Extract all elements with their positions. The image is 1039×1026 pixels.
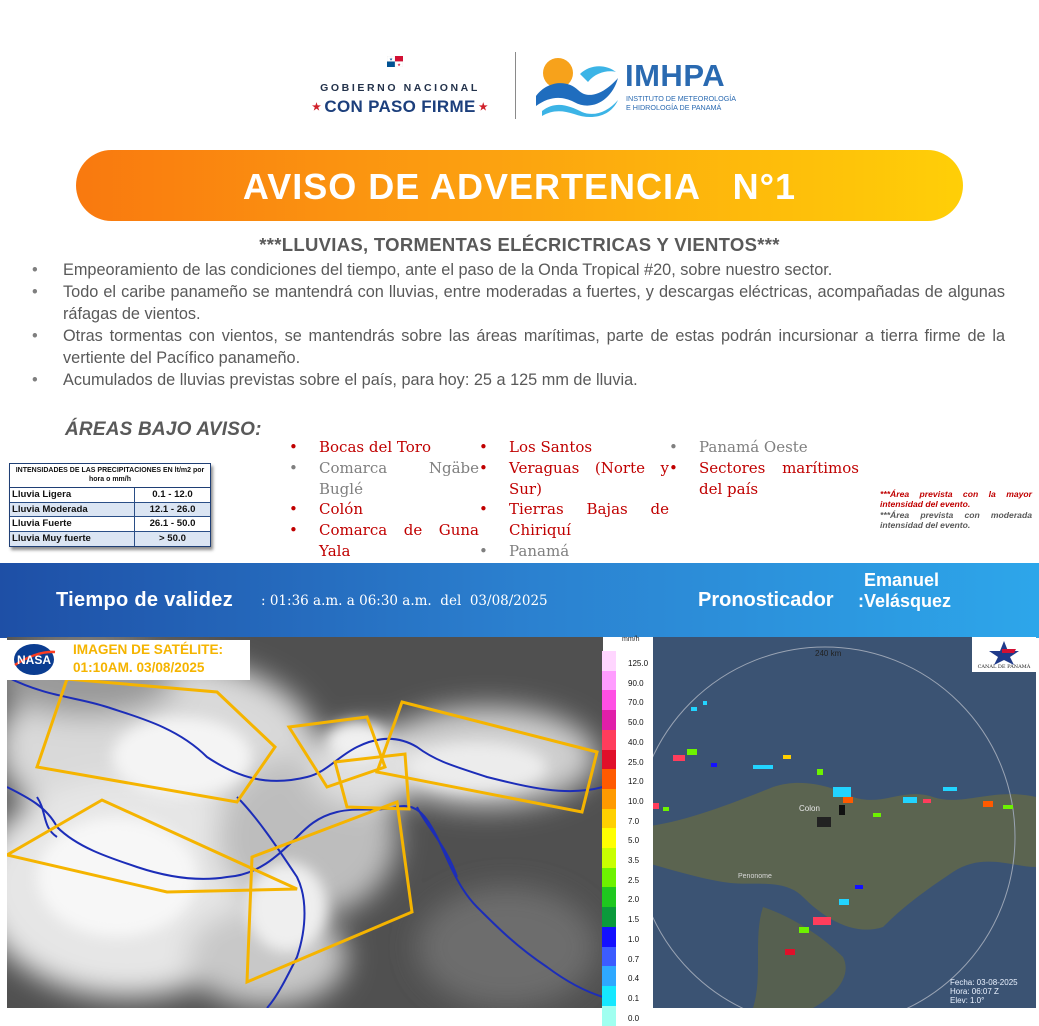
- radar-scale-tick: 70.0: [628, 698, 644, 708]
- gobierno-nacional-logo: [290, 52, 510, 122]
- area-item: [479, 458, 669, 500]
- nasa-logo-icon: [12, 643, 56, 676]
- forecaster-last-name: :Velásquez: [858, 591, 952, 611]
- radar-scale-segment: [602, 966, 616, 986]
- forecaster-first-name: Emanuel: [864, 570, 940, 590]
- warning-subtitle: ***LLUVIAS, TORMENTAS ELÉCRICTRICAS Y VIENTOS***: [259, 234, 780, 255]
- radar-scale-tick: 5.0: [628, 836, 640, 846]
- radar-scale-unit: mm/h: [622, 636, 640, 643]
- satellite-map: [7, 637, 603, 1008]
- radar-scale-tick: 125.0: [628, 659, 649, 668]
- radar-scale-segment: [602, 848, 616, 868]
- forecast-bullet-text: Empeoramiento de las condiciones del tiempo, ante el paso de la Onda Tropical #20, sobre nuestro sector.: [63, 261, 833, 279]
- radar-scale-segment: [602, 789, 616, 809]
- radar-city-penonome: Penonome: [738, 873, 772, 880]
- area-item-text: Panamá Oeste: [699, 438, 808, 456]
- gov-line-2: [290, 97, 510, 117]
- forecast-bullet: [32, 281, 1005, 325]
- radar-scale-tick: 0.0: [628, 1013, 640, 1023]
- radar-scale-segment: [602, 769, 616, 789]
- imhpa-logo-icon: [534, 56, 620, 118]
- radar-scale-segment: [602, 651, 616, 671]
- areas-column-2: [479, 437, 669, 562]
- radar-scale-tick: 90.0: [628, 678, 644, 688]
- panama-flag-icon: [387, 56, 403, 67]
- radar-scale-segment: [602, 690, 616, 710]
- area-item: [289, 520, 479, 562]
- star-icon: ★: [475, 102, 488, 114]
- radar-scale-tick: 2.0: [628, 895, 640, 905]
- areas-column-1: [289, 437, 479, 562]
- area-item: [479, 541, 669, 562]
- radar-scale-segment: [602, 809, 616, 829]
- radar-range-label: 240 km: [815, 649, 842, 658]
- table-cell-range: 0.1 - 12.0: [152, 489, 193, 500]
- area-item: [289, 437, 479, 458]
- logo-divider: [515, 52, 516, 119]
- radar-scale-segment: [602, 868, 616, 888]
- radar-scale-segment: [602, 1006, 616, 1026]
- table-cell-label: Lluvia Muy fuerte: [10, 532, 135, 546]
- radar-info-date: Fecha: 03-08-2025: [950, 978, 1018, 987]
- satellite-image: [7, 637, 603, 1008]
- areas-column-3: [669, 437, 859, 499]
- table-cell-label: Lluvia Ligera: [10, 488, 135, 502]
- area-item-text: Sectores marítimos del país: [699, 458, 859, 498]
- forecast-bullet-text: Otras tormentas con vientos, se mantendrás sobre las áreas marítimas, parte de estas podrán incursionar a tierra firme de la vertiente del Pacífico panameño.: [63, 327, 1005, 367]
- bullet-icon: •: [289, 500, 298, 519]
- forecast-bullet: [32, 325, 1005, 369]
- area-item: [289, 499, 479, 520]
- table-row: [10, 502, 210, 517]
- area-item-text: Panamá: [509, 541, 570, 560]
- radar-scale-tick: 25.0: [628, 757, 644, 767]
- forecast-bullet: [32, 369, 1005, 391]
- imhpa-subtitle: [626, 94, 756, 112]
- star-icon: ★: [312, 102, 325, 114]
- forecast-bullet-text: Acumulados de lluvias previstas sobre el país, para hoy: 25 a 125 mm de lluvia.: [63, 371, 638, 389]
- radar-scale-tick: 1.5: [628, 915, 640, 925]
- imhpa-sub-line-1: INSTITUTO DE METEOROLOGÍA: [626, 94, 737, 103]
- bullet-icon: •: [669, 438, 678, 456]
- area-item: [479, 499, 669, 541]
- area-item-text: Comarca Ngäbe Buglé: [319, 458, 479, 498]
- intensity-legend-note: [880, 489, 1032, 531]
- forecast-bullet-text: Todo el caribe panameño se mantendrá con lluvias, entre moderadas a fuertes, y descargas eléctricas, acompañadas de algunas ráfagas de vientos.: [63, 283, 1005, 323]
- bullet-icon: •: [32, 371, 38, 389]
- table-cell-label: Lluvia Fuerte: [10, 517, 135, 531]
- radar-scale-tick: 7.0: [628, 816, 640, 826]
- radar-scale-segment: [602, 947, 616, 967]
- radar-image: [603, 637, 1036, 1008]
- area-item-text: Comarca de Guna Yala: [319, 521, 479, 560]
- table-row: [10, 531, 210, 546]
- radar-scale-segment: [602, 750, 616, 770]
- radar-scale-segment: [602, 907, 616, 927]
- radar-scale-segment: [602, 986, 616, 1006]
- bullet-icon: •: [289, 458, 298, 477]
- canal-de-panama-text: CANAL DE PANAMÁ: [977, 664, 1031, 670]
- radar-scale-segment: [602, 710, 616, 730]
- radar-city-colon: Colon: [799, 804, 820, 813]
- bullet-icon: •: [479, 541, 488, 560]
- bullet-icon: •: [32, 327, 38, 345]
- area-item: [669, 437, 859, 458]
- table-cell-range: > 50.0: [159, 533, 186, 545]
- area-item-text: Bocas del Toro: [319, 438, 431, 456]
- svg-text:★: ★: [397, 62, 401, 67]
- table-cell-range: 12.1 - 26.0: [149, 503, 196, 515]
- warning-title: AVISO DE ADVERTENCIA N°1: [242, 166, 797, 207]
- radar-info-elev: Elev: 1.0°: [950, 996, 985, 1005]
- area-item-text: Los Santos: [509, 438, 593, 456]
- radar-scale-tick: 50.0: [628, 718, 644, 728]
- table-row: [10, 488, 210, 502]
- precipitation-intensity-table: [9, 463, 211, 547]
- bullet-icon: •: [669, 458, 678, 477]
- validity-period: : 01:36 a.m. a 06:30 a.m. del 03/08/2025: [261, 593, 548, 609]
- table-header: INTENSIDADES DE LAS PRECIPITACIONES EN lt/m2 por hora o mm/h: [10, 464, 210, 488]
- table-cell-label: Lluvia Moderada: [10, 503, 135, 517]
- forecaster-name: [858, 570, 951, 612]
- areas-title: ÁREAS BAJO AVISO:: [65, 419, 262, 440]
- forecast-bullet: [32, 259, 1005, 281]
- radar-scale-tick: 0.4: [628, 974, 640, 984]
- radar-scale-tick: 40.0: [628, 737, 644, 747]
- bullet-icon: •: [32, 261, 38, 279]
- radar-scale-segment: [602, 828, 616, 848]
- area-item-text: Tierras Bajas de Chiriquí: [509, 500, 669, 540]
- radar-scale-tick: 12.0: [628, 777, 644, 787]
- radar-scale-segment: [602, 927, 616, 947]
- svg-text:★: ★: [389, 56, 393, 62]
- legend-note-high: ***Área prevista con la mayor intensidad del evento.: [880, 489, 1032, 510]
- radar-scale-tick: 3.5: [628, 856, 640, 865]
- table-cell-range: 26.1 - 50.0: [149, 518, 196, 530]
- bullet-icon: •: [289, 438, 298, 456]
- bullet-icon: •: [289, 521, 298, 540]
- nasa-badge-text: NASA: [16, 653, 52, 667]
- radar-info-time: Hora: 06:07 Z: [950, 987, 999, 996]
- table-row: [10, 516, 210, 531]
- bullet-icon: •: [479, 500, 488, 519]
- radar-scale-tick: 1.0: [628, 934, 640, 944]
- radar-scale-tick: 2.5: [628, 875, 640, 885]
- legend-note-moderate: ***Área prevista con moderada intensidad del evento.: [880, 509, 1032, 531]
- area-item-text: Colón: [319, 500, 363, 519]
- gov-line-1: GOBIERNO NACIONAL: [320, 82, 480, 94]
- area-item: [669, 458, 859, 500]
- satellite-label: [73, 641, 223, 677]
- radar-scale-tick: 10.0: [628, 796, 644, 806]
- bullet-icon: •: [479, 438, 488, 456]
- radar-scale-segment: [602, 887, 616, 907]
- bullet-icon: •: [479, 458, 488, 477]
- satellite-label-line-2: 01:10AM. 03/08/2025: [73, 660, 205, 675]
- radar-scale-segment: [602, 730, 616, 750]
- imhpa-name: IMHPA: [625, 58, 726, 93]
- canal-logo-icon: [972, 637, 1036, 665]
- gov-line-2-text: CON PASO FIRME: [324, 97, 476, 116]
- area-item-text: Veraguas (Norte y Sur): [509, 458, 669, 498]
- forecast-bullets: [32, 259, 1005, 391]
- forecaster-label: Pronosticador: [698, 589, 834, 611]
- satellite-label-line-1: IMAGEN DE SATÉLITE:: [73, 642, 224, 657]
- imhpa-sub-line-2: E HIDROLOGÍA DE PANAMÁ: [626, 103, 722, 112]
- radar-scale-segment: [602, 671, 616, 691]
- area-item: [479, 437, 669, 458]
- radar-info: [950, 978, 1018, 1005]
- validity-label: Tiempo de validez: [56, 589, 234, 611]
- bullet-icon: •: [32, 283, 38, 301]
- radar-scale-tick: 0.7: [628, 954, 640, 964]
- radar-map: [603, 637, 1036, 1008]
- radar-scale-tick: 0.1: [628, 993, 640, 1003]
- area-item: [289, 458, 479, 500]
